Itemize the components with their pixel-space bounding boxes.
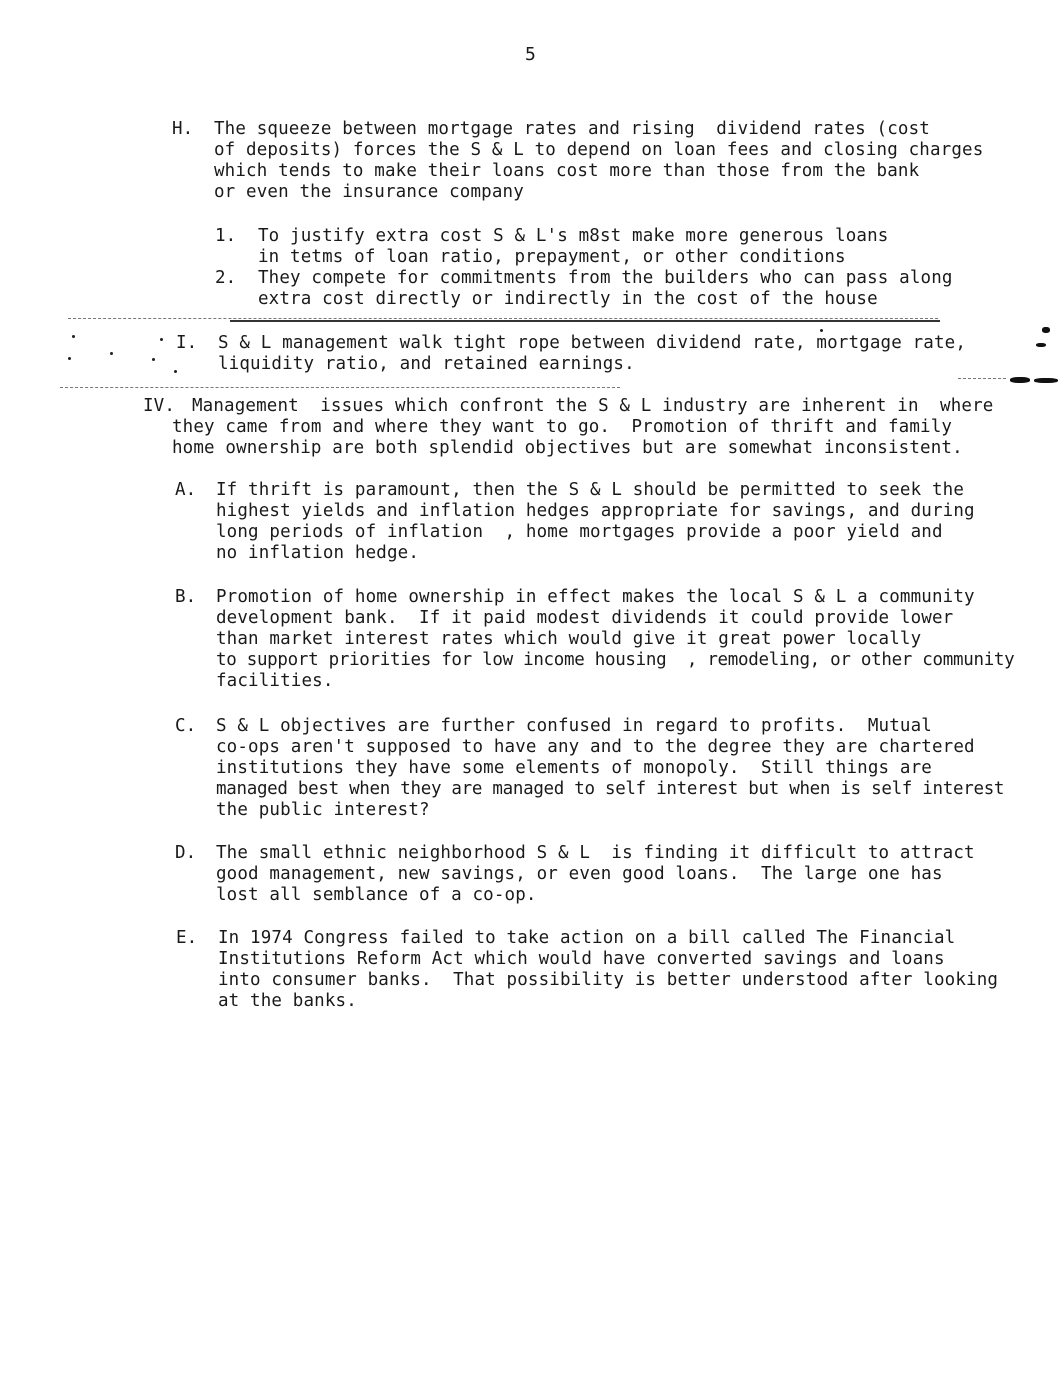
scan-smudge [1042, 327, 1050, 333]
text-line: To justify extra cost S & L's m8st make more generous loans [258, 226, 889, 246]
text-line: S & L objectives are further confused in regard to profits. Mutual [216, 716, 932, 736]
text-line: long periods of inflation , home mortgages provide a poor yield and [216, 522, 943, 542]
text-line: to support priorities for low income housing , remodeling, or other community [216, 650, 1015, 670]
text-line: S & L management walk tight rope between dividend rate, mortgage rate, [218, 333, 967, 353]
text-line: In 1974 Congress failed to take action on a bill called The Financial [218, 928, 956, 948]
text-line: facilities. [216, 671, 334, 691]
item-label: 2. [215, 268, 237, 288]
text-line: co-ops aren't supposed to have any and to the degree they are chartered [216, 737, 975, 757]
text-line: good management, new savings, or even good loans. The large one has [216, 864, 943, 884]
text-line: lost all semblance of a co-op. [216, 885, 537, 905]
text-line: development bank. If it paid modest dividends it could provide lower [216, 608, 954, 628]
item-label: E. [176, 928, 198, 948]
item-label: C. [175, 716, 197, 736]
section-label: IV. [143, 396, 176, 416]
page-number: 5 [525, 44, 536, 65]
text-line: which tends to make their loans cost more than those from the bank [214, 161, 920, 181]
text-line: they came from and where they want to go. Promotion of thrift and family [172, 417, 953, 437]
text-line: of deposits) forces the S & L to depend on loan fees and closing charges [214, 140, 984, 160]
scan-smudge [1010, 377, 1030, 383]
text-line: liquidity ratio, and retained earnings. [218, 354, 635, 374]
text-line: into consumer banks. That possibility is better understood after looking [218, 970, 999, 990]
text-line: The squeeze between mortgage rates and rising dividend rates (cost [214, 119, 930, 139]
text-line: Management issues which confront the S & L industry are inherent in where [192, 396, 994, 416]
item-label: 1. [215, 226, 237, 246]
text-line: Promotion of home ownership in effect makes the local S & L a community [216, 587, 975, 607]
text-line: highest yields and inflation hedges appropriate for savings, and during [216, 501, 975, 521]
text-line: institutions they have some elements of monopoly. Still things are [216, 758, 932, 778]
pasteup-rule [230, 320, 940, 322]
section-label: I. [176, 333, 198, 353]
scan-speck [174, 370, 177, 373]
text-line: The small ethnic neighborhood S & L is finding it difficult to attract [216, 843, 975, 863]
scan-smudge [1036, 343, 1046, 347]
text-line: home ownership are both splendid objectives but are somewhat inconsistent. [172, 438, 963, 458]
item-label: A. [175, 480, 197, 500]
scan-speck [820, 329, 823, 332]
text-line: extra cost directly or indirectly in the cost of the house [258, 289, 878, 309]
text-line: the public interest? [216, 800, 430, 820]
text-line: or even the insurance company [214, 182, 524, 202]
scan-speck [160, 338, 163, 341]
scan-speck [110, 352, 113, 355]
section-label: H. [172, 119, 194, 139]
text-line: no inflation hedge. [216, 543, 420, 563]
scan-smudge [1034, 378, 1058, 383]
scan-speck [72, 335, 75, 338]
pasteup-edge-top [68, 318, 938, 319]
item-label: B. [175, 587, 197, 607]
text-line: If thrift is paramount, then the S & L should be permitted to seek the [216, 480, 965, 500]
scan-speck [152, 358, 155, 361]
text-line: Institutions Reform Act which would have converted savings and loans [218, 949, 945, 969]
text-line: in tetms of loan ratio, prepayment, or other conditions [258, 247, 846, 267]
scan-dash [958, 378, 1006, 379]
pasteup-edge-bottom [60, 387, 620, 388]
text-line: than market interest rates which would give it great power locally [216, 629, 922, 649]
scan-speck [68, 357, 71, 360]
item-label: D. [175, 843, 197, 863]
text-line: managed best when they are managed to self interest but when is self interest [216, 779, 1005, 799]
text-line: at the banks. [218, 991, 357, 1011]
text-line: They compete for commitments from the builders who can pass along [258, 268, 953, 288]
